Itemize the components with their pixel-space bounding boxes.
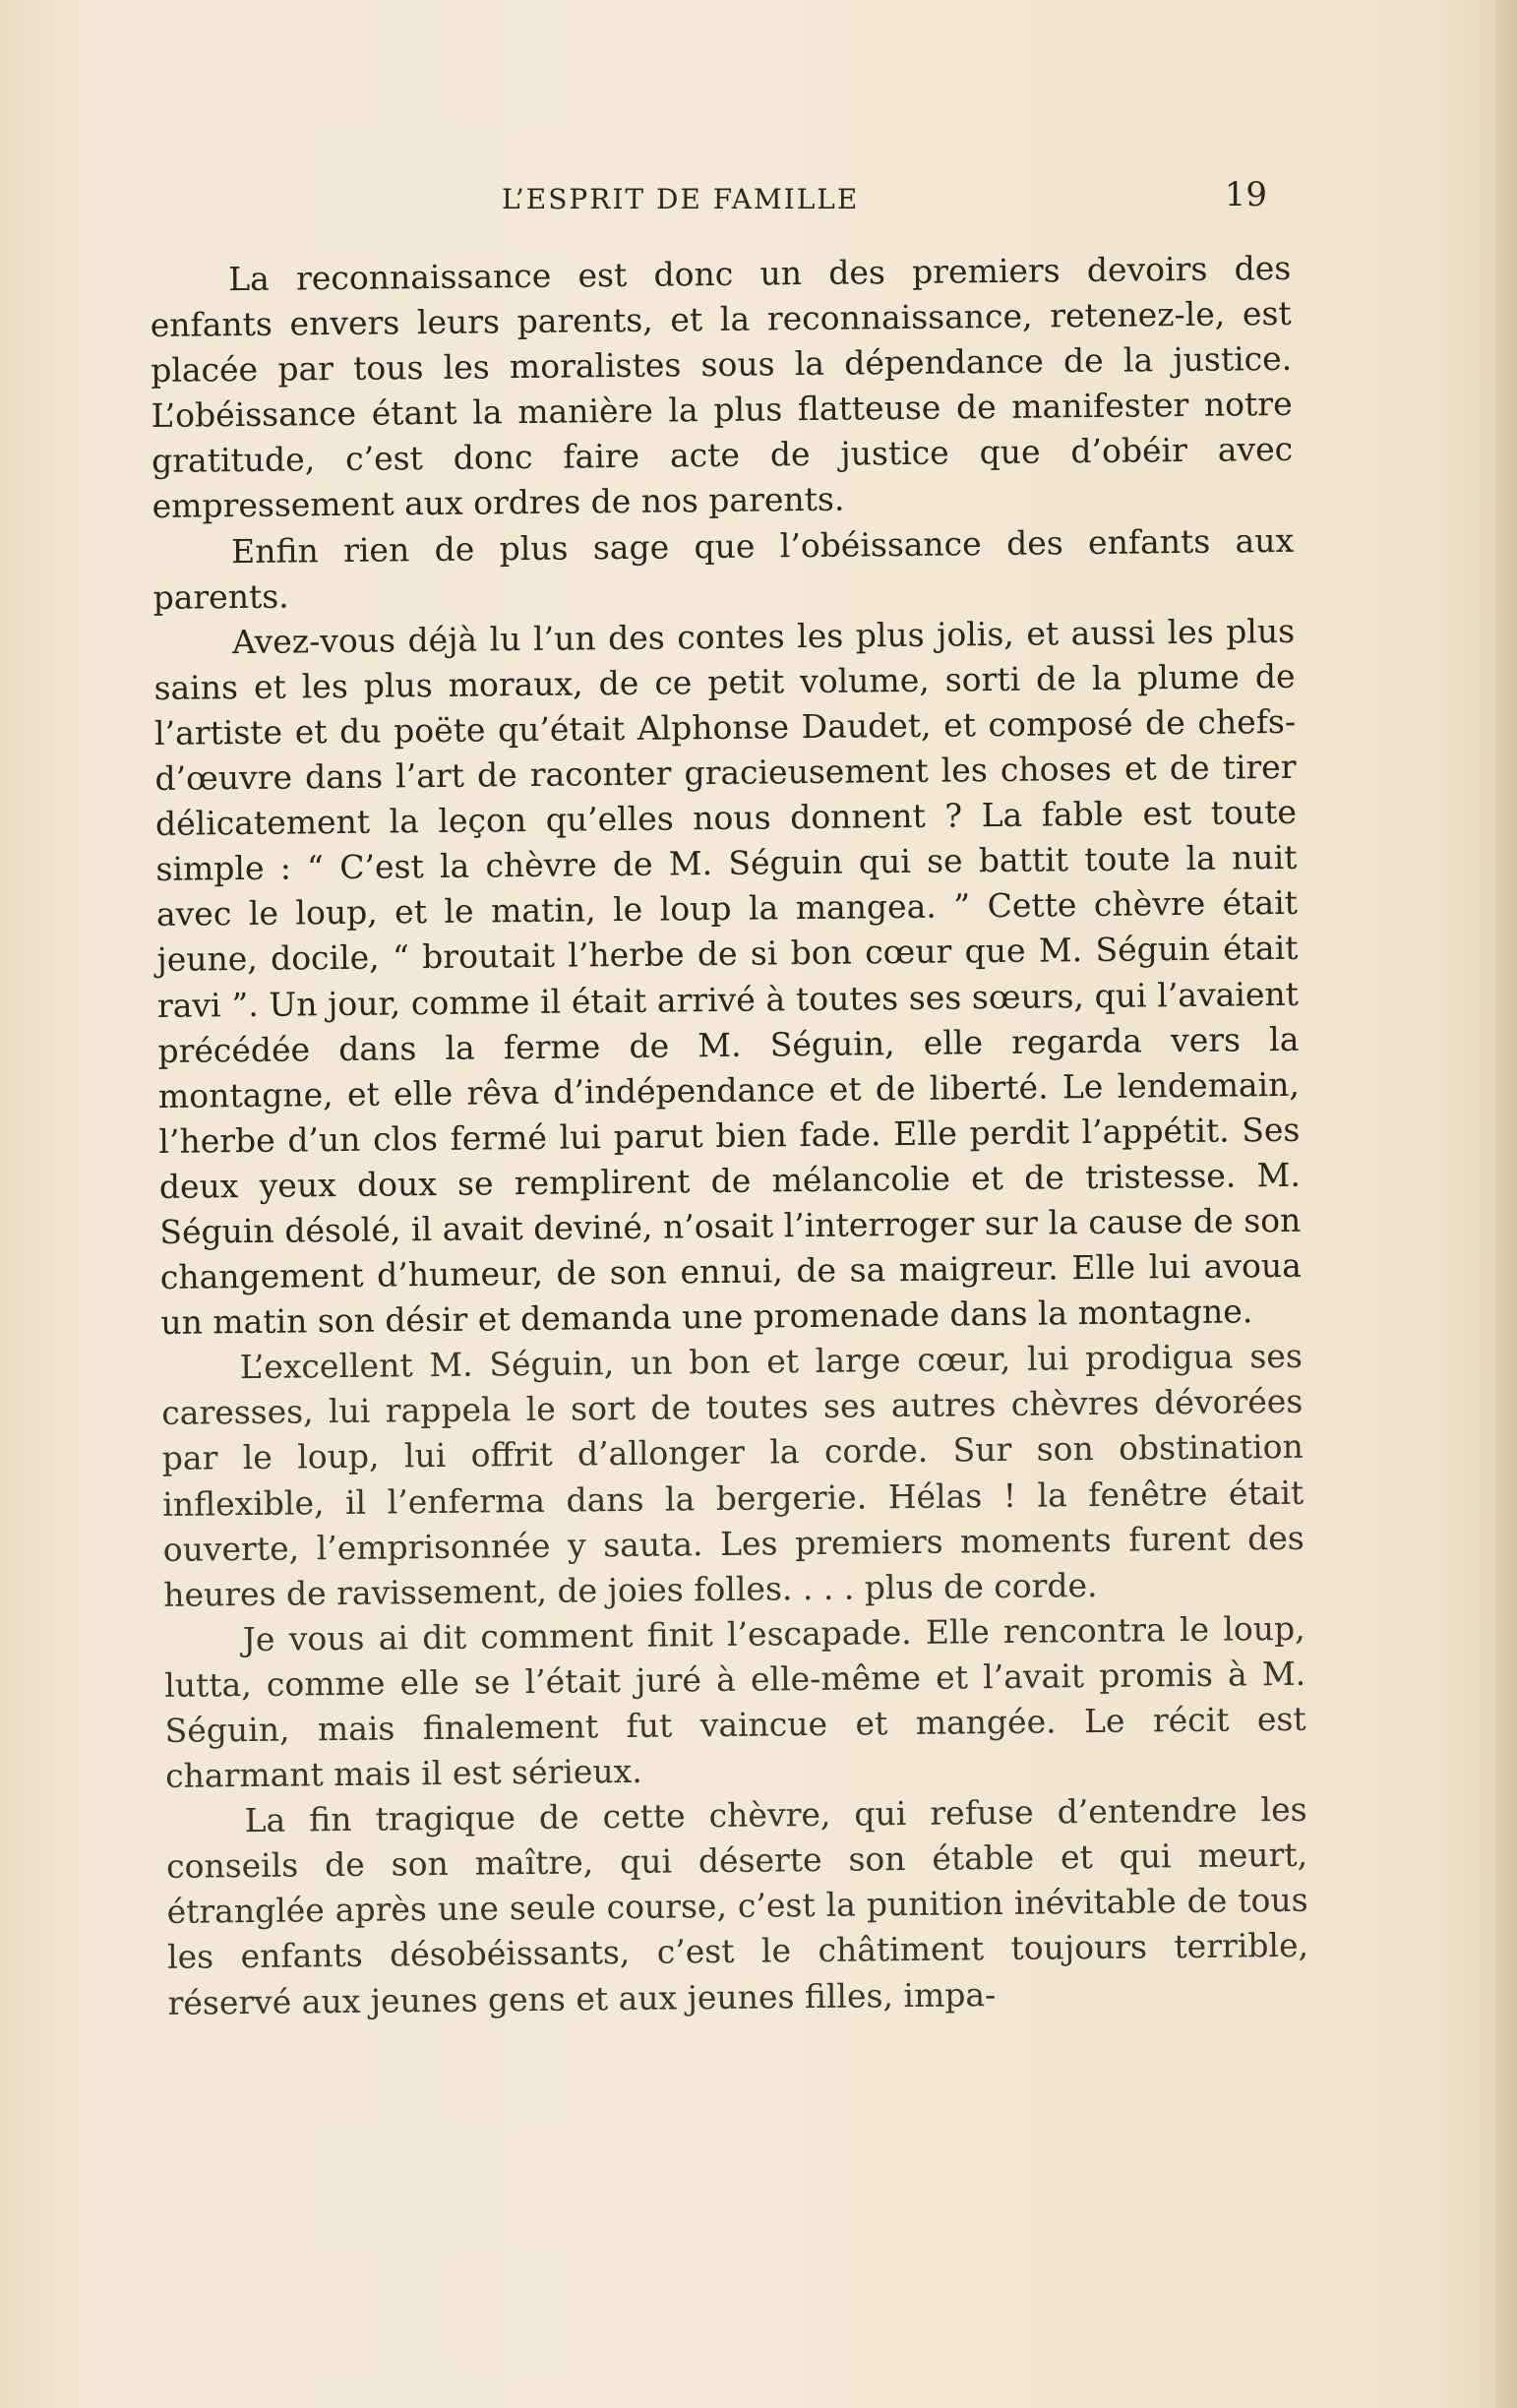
paragraph: Avez-vous déjà lu l’un des contes les plus jolis, et aussi les plus sains et les plus moraux, de ce petit volume, sorti de la plume de l’artiste et du poëte qu’était Alphonse Daudet, et composé de chefs-d’œuvre dans l’art de raconter gracieusement les choses et de tirer délicatement la leçon qu’elles nous donnent ? La fable est toute simple : “ C’est la chèvre de M. Séguin qui se battit toute la nuit avec le loup, et le matin, le loup la mangea. ” Cette chèvre était jeune, docile, “ broutait l’herbe de si bon cœur que M. Séguin était ravi ”. Un jour, comme il était arrivé à toutes ses sœurs, qui l’avaient précédée dans la ferme de M. Séguin, elle regarda vers la montagne, et elle rêva d’indépendance et de liberté. Le lendemain, l’herbe d’un clos fermé lui parut bien fade. Elle perdit l’appétit. Ses deux yeux doux se remplirent de mélancolie et de tristesse. M. Séguin désolé, il avait deviné, n’osait l’interroger sur la cause de son changement d’humeur, de son ennui, de sa maigreur. Elle lui avoua un matin son désir et demanda une promenade dans la montagne. (153, 611, 1302, 1343)
paragraph: La reconnaissance est donc un des premiers devoirs des enfants envers leurs parents, et la reconnaissance, retenez-le, est placée par tous les moralistes sous la dépendance de la justice. L’obéissance étant la manière la plus flatteuse de manifester notre gratitude, c’est donc faire acte de justice que d’obéir avec empressement aux ordres de nos parents. (150, 248, 1294, 526)
body-text (150, 246, 1309, 2026)
page-edge-shadow (1495, 0, 1517, 2408)
page-header (157, 175, 1289, 224)
paragraph: L’excellent M. Séguin, un bon et large cœur, lui prodigua ses caresses, lui rappela le sort de toutes ses autres chèvres dévorées par le loup, lui offrit d’allonger la corde. Sur son obstination inflexible, il l’enferma dans la bergerie. Hélas ! la fenêtre était ouverte, l’emprisonnée y sauta. Les premiers moments furent des heures de ravissement, de joies folles. . . . plus de corde. (161, 1337, 1305, 1614)
paragraph: La fin tragique de cette chèvre, qui refuse d’entendre les conseils de son maître, qui déserte son étable et qui meurt, étranglée après une seule course, c’est la punition inévitable de tous les enfants désobéissants, c’est le châtiment toujours terrible, réservé aux jeunes gens et aux jeunes filles, impa- (165, 1789, 1309, 2022)
page-number: 19 (1224, 175, 1267, 214)
paragraph: Je vous ai dit comment finit l’escapade. Elle rencontra le loup, lutta, comme elle se l’était juré à elle-même et l’avait promis à M. Séguin, mais finalement fut vaincue et mangée. Le récit est charmant mais il est sérieux. (163, 1608, 1306, 1796)
running-title: L’ESPRIT DE FAMILLE (502, 183, 860, 215)
paragraph: Enfin rien de plus sage que l’obéissance des enfants aux parents. (152, 520, 1295, 617)
